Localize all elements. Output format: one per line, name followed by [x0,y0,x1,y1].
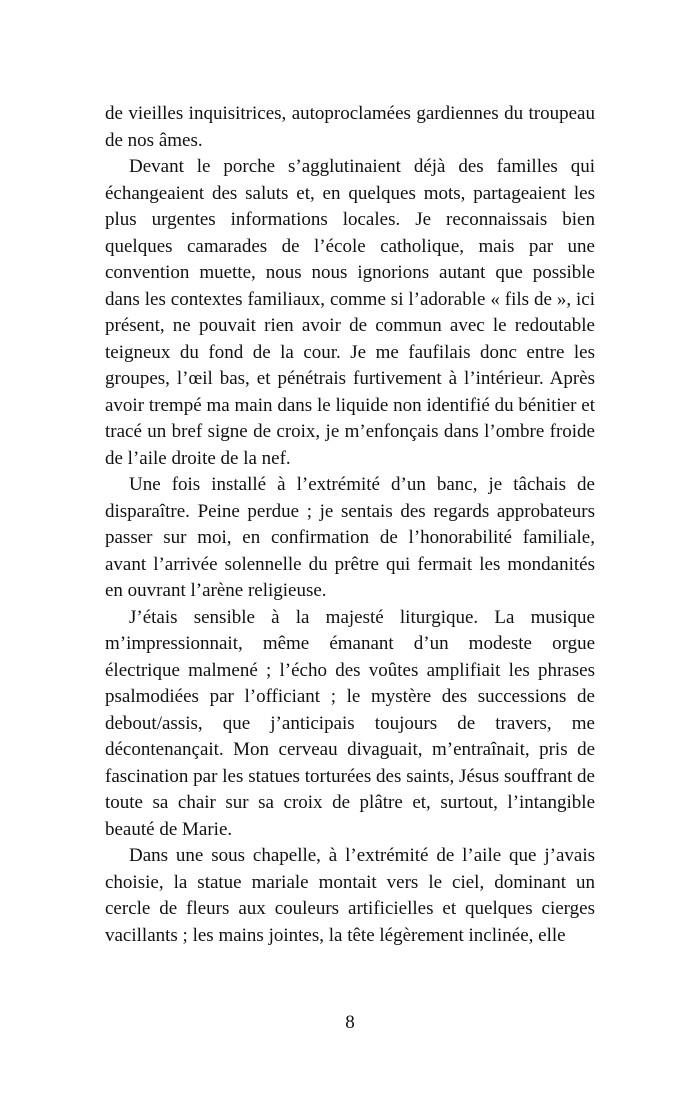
paragraph-3: Une fois installé à l’extrémité d’un banc, je tâchais de disparaître. Peine perdue ; je sentais des regards approbateurs passer sur moi, en confirmation de l’honorabilité familiale, avant l’arrivée solennelle du prêtre qui fermait les mondanités en ouvrant l’arène religieuse. [105,474,595,601]
page-body [105,101,595,949]
paragraph-4: J’étais sensible à la majesté liturgique. La musique m’impressionnait, même émanant d’un modeste orgue électrique malmené ; l’écho des voûtes amplifiait les phrases psalmodiées par l’officiant ; le mystère des successions de debout/assis, que j’anticipais toujours de travers, me décontenançait. Mon cerveau divaguait, m’entraînait, pris de fascination par les statues torturées des saints, Jésus souffrant de toute sa chair sur sa croix de plâtre et, surtout, l’intangible beauté de Marie. [105,606,595,840]
paragraph-5: Dans une sous chapelle, à l’extrémité de l’aile que j’avais choisie, la statue mariale montait vers le ciel, dominant un cercle de fleurs aux couleurs artificielles et quelques cierges vacillants ; les mains jointes, la tête légèrement inclinée, elle [105,845,595,946]
paragraph-2: Devant le porche s’agglutinaient déjà des familles qui échangeaient des saluts et, en quelques mots, partageaient les plus urgentes informations locales. Je reconnaissais bien quelques camarades de l’école catholique, mais par une convention muette, nous nous ignorions autant que possible dans les contextes familiaux, comme si l’adorable « fils de », ici présent, ne pouvait rien avoir de commun avec le redoutable teigneux du fond de la cour. Je me faufilais donc entre les groupes, l’œil bas, et pénétrais furtivement à l’intérieur. Après avoir trempé ma main dans le liquide non identifié du bénitier et tracé un bref signe de croix, je m’enfonçais dans l’ombre froide de l’aile droite de la nef. [105,156,595,469]
paragraph-1: de vieilles inquisitrices, autoproclamées gardiennes du troupeau de nos âmes. [105,103,595,151]
page-number: 8 [345,1012,355,1033]
